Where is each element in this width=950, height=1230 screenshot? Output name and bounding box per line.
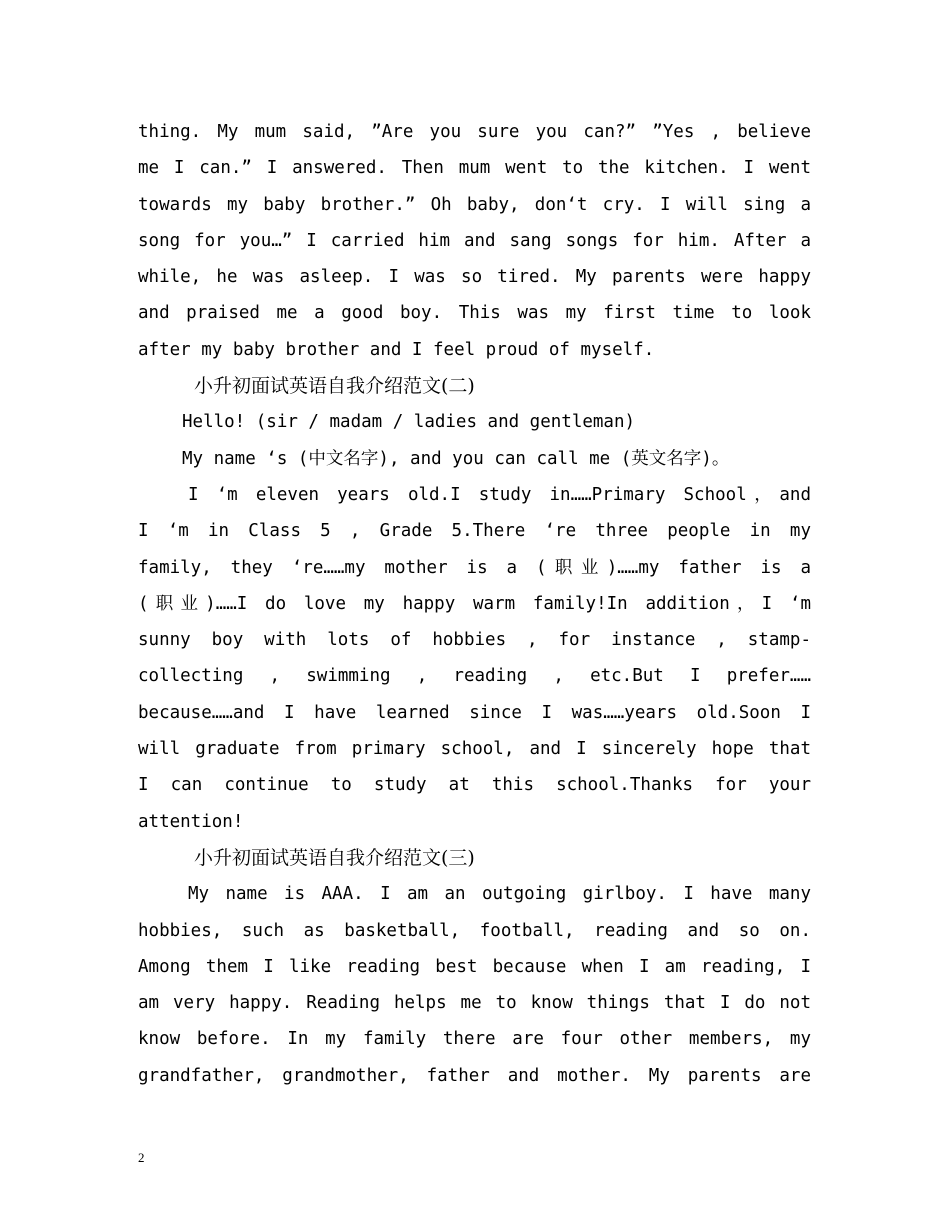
text-line: because……and I have learned since I was……years old.Soon I xyxy=(138,702,811,723)
text-line: I ‘m in Class 5 , Grade 5.There ‘re three people in my xyxy=(138,521,811,542)
text-line: hobbies, such as basketball, football, reading and so on. xyxy=(138,920,811,941)
text-line: (职业)……I do love my happy warm family!In addition，I ‘m xyxy=(138,593,811,614)
greeting-line: Hello! (sir / madam / ladies and gentleman) xyxy=(182,412,636,433)
text-line: towards my baby brother.” Oh baby, don‘t cry. I will sing a xyxy=(138,194,811,215)
text-line: Among them I like reading best because when I am reading, I xyxy=(138,956,811,977)
text-line: I can continue to study at this school.Thanks for your xyxy=(138,775,811,796)
text-line: I ‘m eleven years old.I study in……Primary School，and xyxy=(188,484,811,505)
text-line: thing. My mum said, ”Are you sure you can?” ”Yes , believe xyxy=(138,122,811,142)
text-line: will graduate from primary school, and I sincerely hope that xyxy=(138,739,811,760)
text-line: am very happy. Reading helps me to know things that I do not xyxy=(138,993,811,1014)
text-line: and praised me a good boy. This was my first time to look xyxy=(138,303,811,324)
text-line: attention! xyxy=(138,811,244,832)
text-line: know before. In my family there are four other members, my xyxy=(138,1029,811,1050)
text-line: while, he was asleep. I was so tired. My parents were happy xyxy=(138,267,811,288)
page-number: 2 xyxy=(138,1150,145,1165)
text-line: after my baby brother and I feel proud of myself. xyxy=(138,339,655,360)
name-line: My name ‘s (中文名字), and you can call me (英文名字)。 xyxy=(182,448,730,469)
text-line: me I can.” I answered. Then mum went to the kitchen. I went xyxy=(138,158,811,179)
text-line: My name is AAA. I am an outgoing girlboy. I have many xyxy=(188,884,811,905)
document-body xyxy=(138,114,811,1094)
text-line: sunny boy with lots of hobbies , for instance , stamp- xyxy=(138,630,811,651)
text-line: collecting , swimming , reading , etc.But I prefer…… xyxy=(138,666,811,687)
section-heading-3: 小升初面试英语自我介绍范文(三) xyxy=(194,846,475,869)
section-heading-2: 小升初面试英语自我介绍范文(二) xyxy=(194,375,475,398)
text-line: song for you…” I carried him and sang songs for him. After a xyxy=(138,230,811,251)
text-line: grandfather, grandmother, father and mother. My parents are xyxy=(138,1065,811,1086)
text-line: family, they ‘re……my mother is a (职业)……my father is a xyxy=(138,557,811,578)
